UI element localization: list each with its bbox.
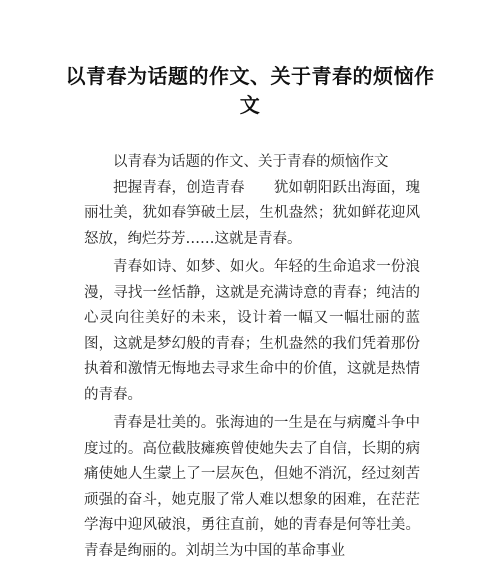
document-title: 以青春为话题的作文、关于青春的烦恼作文 <box>65 64 435 117</box>
paragraph-1: 把握青春，创造青春 犹如朝阳跃出海面，瑰丽壮美，犹如春笋破土层，生机盎然；犹如鲜花迎风怒放，绚烂芬芳……这就是青春。 <box>84 179 420 247</box>
paragraph-2: 青春如诗、如梦、如火。年轻的生命追求一份浪漫，寻找一丝恬静，这就是充满诗意的青春；纯洁的心灵向往美好的未来，设计着一幅又一幅壮丽的蓝图，这就是梦幻般的青春；生机盎然的我们凭着那份执着和激情无悔地去寻求生命中的价值，这就是热情的青春。 <box>84 259 420 403</box>
paragraph-subtitle: 以青春为话题的作文、关于青春的烦恼作文 <box>113 154 389 170</box>
paragraph-3: 青春是壮美的。张海迪的一生是在与病魔斗争中度过的。高位截肢瘫痪曾使她失去了自信，长期的病痛使她人生蒙上了一层灰色，但她不消沉，经过刻苦顽强的奋斗，她克服了常人难以想象的困难，在茫茫学海中迎风破浪，勇往直前，她的青春是何等壮美。青春是绚丽的。刘胡兰为中国的革命事业 <box>84 415 420 559</box>
document-body <box>84 150 420 565</box>
